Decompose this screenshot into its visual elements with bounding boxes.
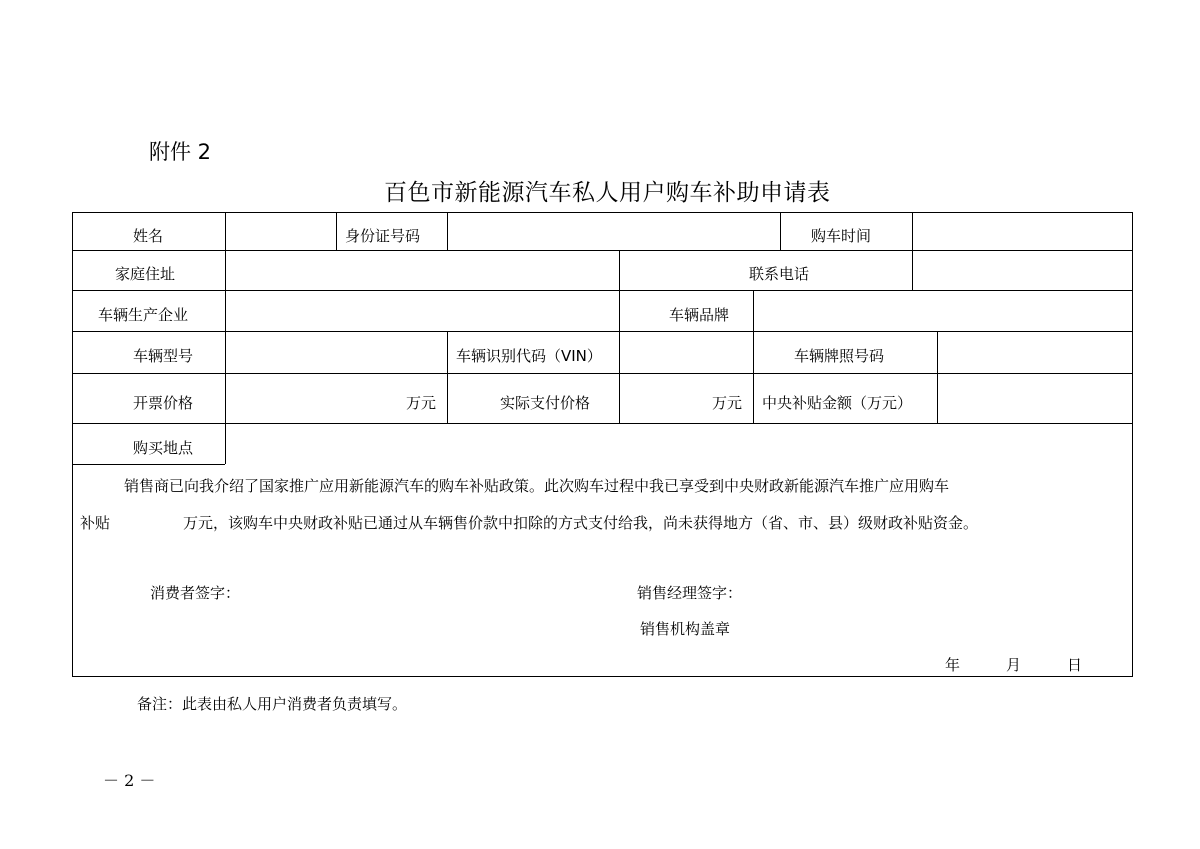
col-divider <box>619 331 620 423</box>
row-divider <box>73 250 1132 251</box>
page-number: － 2 － <box>103 771 156 790</box>
date-year-label: 年 <box>945 656 961 674</box>
row-divider <box>73 331 1132 332</box>
purchase-time-label: 购车时间 <box>811 227 872 245</box>
remark-note: 备注：此表由私人用户消费者负责填写。 <box>137 695 408 713</box>
invoice-price-label: 开票价格 <box>133 394 194 412</box>
dealer-seal-label: 销售机构盖章 <box>640 620 731 638</box>
attachment-label: 附件 2 <box>149 140 212 164</box>
plate-number-label: 车辆牌照号码 <box>794 347 885 365</box>
application-form <box>72 212 1133 677</box>
declaration-line-1: 销售商已向我介绍了国家推广应用新能源汽车的购车补贴政策。此次购车过程中我已享受到中央财政新能源汽车推广应用购车 <box>124 477 950 495</box>
home-address-label: 家庭住址 <box>115 265 176 283</box>
sales-manager-signature-label: 销售经理签字： <box>637 584 743 602</box>
invoice-price-unit: 万元 <box>406 394 437 412</box>
col-divider <box>780 213 781 250</box>
col-divider <box>937 331 938 423</box>
form-title: 百色市新能源汽车私人用户购车补助申请表 <box>384 180 831 206</box>
date-day-label: 日 <box>1067 656 1083 674</box>
name-label: 姓名 <box>133 227 164 245</box>
vehicle-brand-label: 车辆品牌 <box>669 306 730 324</box>
vehicle-model-label: 车辆型号 <box>133 347 194 365</box>
row-divider <box>73 464 225 465</box>
date-month-label: 月 <box>1006 656 1022 674</box>
actual-price-label: 实际支付价格 <box>500 394 591 412</box>
purchase-place-label: 购买地点 <box>133 439 194 457</box>
col-divider <box>753 290 754 423</box>
col-divider <box>912 213 913 290</box>
manufacturer-label: 车辆生产企业 <box>98 306 189 324</box>
phone-label: 联系电话 <box>749 265 810 283</box>
central-subsidy-label: 中央补贴金额（万元） <box>762 394 913 412</box>
row-divider <box>73 373 1132 374</box>
row-divider <box>73 423 1132 424</box>
col-divider <box>225 213 226 464</box>
row-divider <box>73 290 1132 291</box>
declaration-line-2: 万元，该购车中央财政补贴已通过从车辆售价款中扣除的方式支付给我，尚未获得地方（省、市、县）级财政补贴资金。 <box>183 514 979 532</box>
col-divider <box>619 250 620 331</box>
actual-price-unit: 万元 <box>712 394 743 412</box>
vin-label: 车辆识别代码（VIN） <box>456 347 602 365</box>
declaration-subsidy-prefix: 补贴 <box>80 514 111 532</box>
id-number-label: 身份证号码 <box>345 227 421 245</box>
col-divider <box>336 213 337 250</box>
col-divider <box>447 331 448 423</box>
consumer-signature-label: 消费者签字： <box>150 584 241 602</box>
col-divider <box>447 213 448 250</box>
